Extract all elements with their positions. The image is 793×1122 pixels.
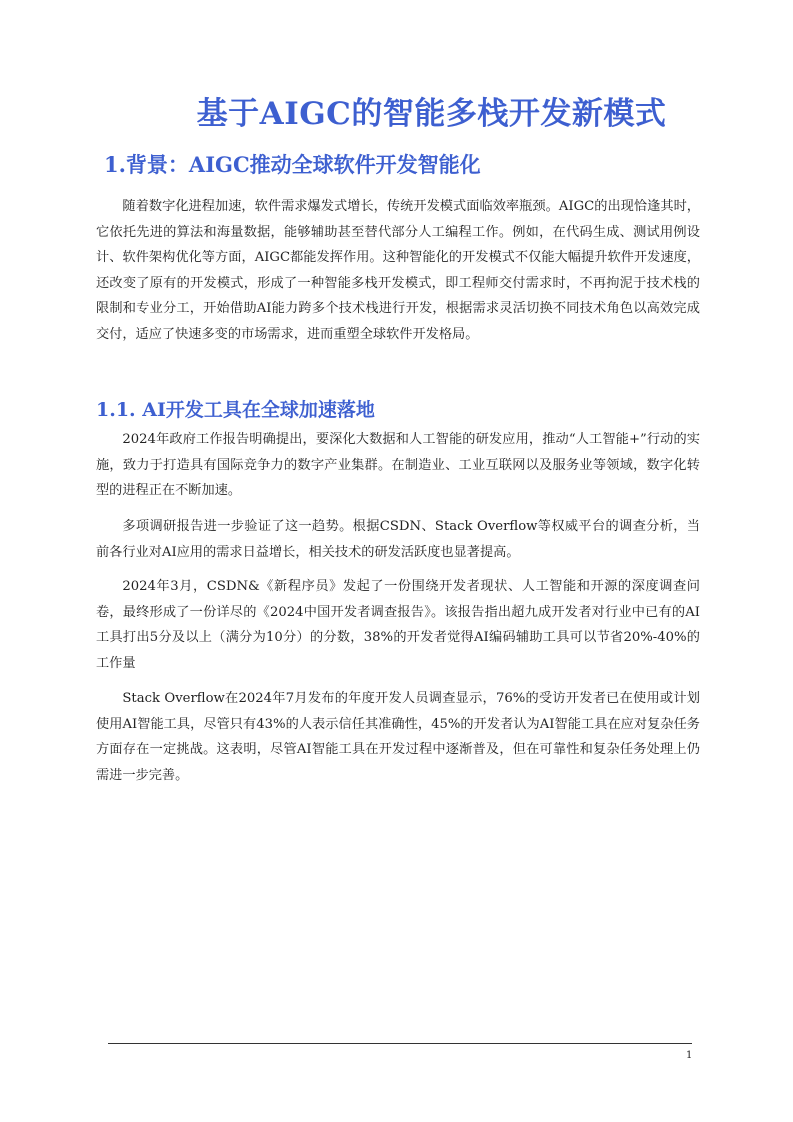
footer-divider bbox=[108, 1043, 692, 1044]
paragraph-stack-overflow-survey: Stack Overflow在2024年7月发布的年度开发人员调查显示，76%的受访开发者已在使用或计划使用AI智能工具，尽管只有43%的人表示信任其准确性，45%的开发者认为AI智能工具在应对复杂任务方面存在一定挑战。这表明，尽管AI智能工具在开发过程中逐渐普及，但在可靠性和复杂任务处理上仍需进一步完善。 bbox=[96, 691, 700, 783]
subsection-heading-ai-tools: 1.1. AI开发工具在全球加速落地 bbox=[96, 399, 375, 421]
paragraph-government-report: 2024年政府工作报告明确提出，要深化大数据和人工智能的研发应用，推动“人工智能+”行动的实施，致力于打造具有国际竞争力的数字产业集群。在制造业、工业互联网以及服务业等领域，数字化转型的进程正在不断加速。 bbox=[96, 432, 700, 499]
paragraph-survey-trend: 多项调研报告进一步验证了这一趋势。根据CSDN、Stack Overflow等权威平台的调查分析，当前各行业对AI应用的需求日益增长，相关技术的研发活跃度也显著提高。 bbox=[96, 519, 700, 560]
section-heading-background: 1.背景：AIGC推动全球软件开发智能化 bbox=[104, 152, 481, 177]
document-title: 基于AIGC的智能多栈开发新模式 bbox=[196, 96, 667, 132]
page-number: 1 bbox=[686, 1050, 693, 1061]
paragraph-csdn-survey: 2024年3月，CSDN&《新程序员》发起了一份围绕开发者现状、人工智能和开源的深度调查问卷，最终形成了一份详尽的《2024中国开发者调查报告》。该报告指出超九成开发者对行业中已有的AI工具打出5分及以上（满分为10分）的分数，38%的开发者觉得AI编码辅助工具可以节省20%-40%的工作量 bbox=[96, 579, 700, 671]
section-background-paragraph: 随着数字化进程加速，软件需求爆发式增长，传统开发模式面临效率瓶颈。AIGC的出现恰逢其时，它依托先进的算法和海量数据，能够辅助甚至替代部分人工编程工作。例如，在代码生成、测试用例设计、软件架构优化等方面，AIGC都能发挥作用。这种智能化的开发模式不仅能大幅提升软件开发速度，还改变了原有的开发模式，形成了一种智能多栈开发模式，即工程师交付需求时，不再拘泥于技术栈的限制和专业分工，开始借助AI能力跨多个技术栈进行开发，根据需求灵活切换不同技术角色以高效完成交付，适应了快速多变的市场需求，进而重塑全球软件开发格局。 bbox=[96, 199, 700, 342]
